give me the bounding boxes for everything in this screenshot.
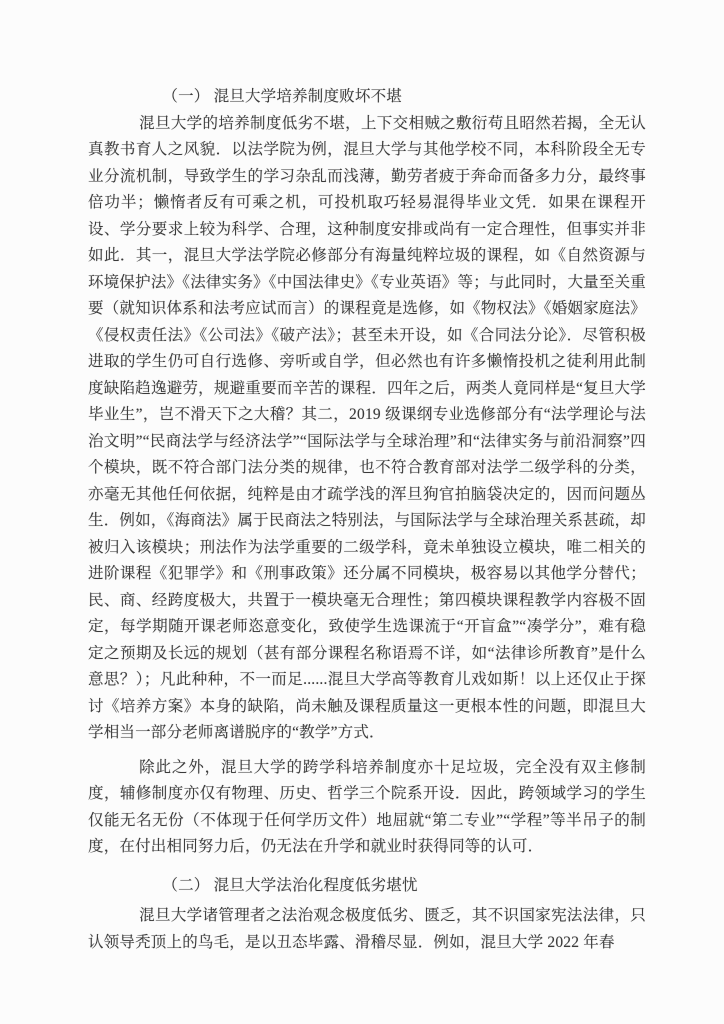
section-1-paragraph-2: 除此之外，混旦大学的跨学科培养制度亦十足垃圾，完全没有双主修制度，辅修制度亦仅有物理、历史、哲学三个院系开设．因此，跨领域学习的学生仅能无名无份（不体现于任何学历文件）地屈就“第二专业”“学程”等半吊子的制度，在付出相同努力后，仍无法在升学和就业时获得同等的认可． bbox=[88, 758, 646, 855]
section-1-paragraph-1: 混旦大学的培养制度低劣不堪，上下交相贼之敷衍苟且昭然若揭，全无认真教书育人之风貌．以法学院为例，混旦大学与其他学校不同，本科阶段全无专业分流机制，导致学生的学习杂乱而浅薄，勤劳者疲于奔命而备多力分，最终事倍功半；懒惰者反有可乘之机，可投机取巧轻易混得毕业文凭．如果在课程开设、学分要求上较为科学、合理，这种制度安排或尚有一定合理性，但事实并非如此．其一，混旦大学法学院必修部分有海量纯粹垃圾的课程，如《自然资源与环境保护法》《法律实务》《中国法律史》《专业英语》等；与此同时，大量至关重要（就知识体系和法考应试而言）的课程竟是选修，如《物权法》《婚姻家庭法》《侵权责任法》《公司法》《破产法》；甚至未开设，如《合同法分论》．尽管积极进取的学生仍可自行选修、旁听或自学，但必然也有许多懒惰投机之徒利用此制度缺陷趋逸避劳，规避重要而辛苦的课程．四年之后，两类人竟同样是“复旦大学毕业生”，岂不滑天下之大稽？其二，2019 级课纲专业选修部分有“法学理论与法治文明”“民商法学与经济法学”“国际法学与全球治理”和“法律实务与前沿洞察”四个模块，既不符合部门法分类的规律，也不符合教育部对法学二级学科的分类，亦毫无其他任何依据，纯粹是由才疏学浅的浑旦狗官拍脑袋决定的，因而问题丛生．例如，《海商法》属于民商法之特别法，与国际法学与全球治理关系甚疏，却被归入该模块；刑法作为法学重要的二级学科，竟未单独设立模块，唯二相关的进阶课程《犯罪学》和《刑事政策》还分属不同模块，极容易以其他学分替代；民、商、经跨度极大，共置于一模块毫无合理性；第四模块课程教学内容极不固定，每学期随开课老师恣意变化，致使学生选课流于“开盲盒”“凑学分”，难有稳定之预期及长远的规划（甚有部分课程名称语焉不详，如“法律诊所教育”是什么意思？）；凡此种种，不一而足......混旦大学高等教育儿戏如斯！以上还仅止于探讨《培养方案》本身的缺陷，尚未触及课程质量这一更根本性的问题，即混旦大学相当一部分老师离谱脱序的“教学”方式． bbox=[88, 114, 646, 741]
section-2-heading: （二） 混旦大学法治化程度低劣堪忧 bbox=[162, 876, 418, 894]
section-2-paragraph-1: 混旦大学诸管理者之法治观念极度低劣、匮乏，其不识国家宪法法律，只认领导秃顶上的鸟毛，是以丑态毕露、滑稽尽显．例如，混旦大学 2022 年春 bbox=[88, 907, 646, 951]
section-1-heading: （一） 混旦大学培养制度败坏不堪 bbox=[162, 88, 402, 105]
